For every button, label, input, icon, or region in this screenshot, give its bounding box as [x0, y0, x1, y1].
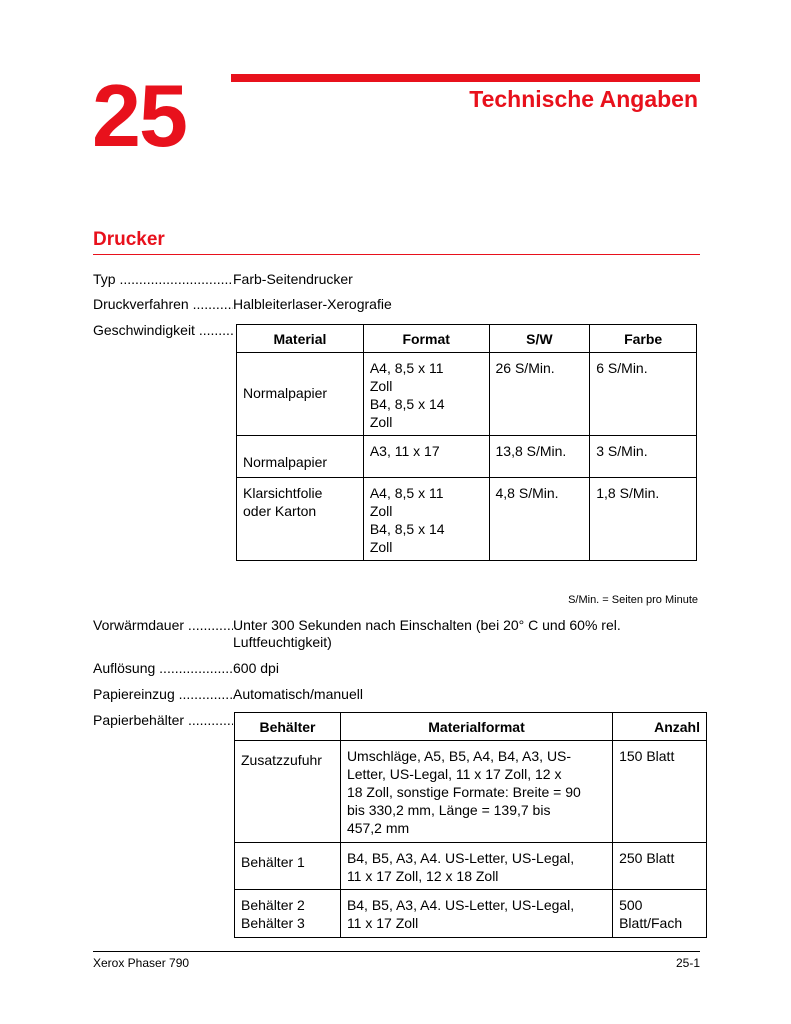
- spec-value-typ: Farb-Seitendrucker: [233, 271, 353, 287]
- spec-value-papiereinzug: Automatisch/manuell: [233, 686, 363, 702]
- chapter-title: Technische Angaben: [469, 86, 698, 112]
- cell-materialformat: [340, 890, 612, 938]
- spec-label-papierbehaelter: Papierbehälter .....: [93, 712, 233, 728]
- header-material: Material: [237, 325, 364, 353]
- behaelter-line: Behälter 3: [241, 915, 305, 931]
- cell-sw: 4,8 S/Min.: [489, 478, 590, 561]
- format-line: Zoll: [369, 539, 393, 555]
- header-farbe: Farbe: [590, 325, 697, 353]
- format-line: B4, 8,5 x 14: [369, 521, 445, 537]
- tray-table: [234, 712, 707, 938]
- footer-page-number: 25-1: [675, 956, 700, 970]
- cell-farbe: 1,8 S/Min.: [590, 478, 697, 561]
- header-anzahl: Anzahl: [613, 713, 707, 741]
- format-line: B4, 8,5 x 14: [369, 396, 445, 412]
- format-line: Zoll: [369, 503, 393, 519]
- chapter-bar: [231, 74, 700, 82]
- header-materialformat: Materialformat: [340, 713, 612, 741]
- footnote: S/Min. = Seiten pro Minute: [568, 594, 698, 606]
- spec-value-aufloesung: 600 dpi: [233, 660, 279, 676]
- spec-value-vorwaermdauer: Unter 300 Sekunden nach Einschalten (bei 20° C und 60% rel. Luftfeuchtigkeit): [233, 617, 621, 650]
- tray-table-header: [235, 713, 707, 741]
- cell-material: Normalpapier: [237, 353, 364, 436]
- cell-behaelter: Behälter 1: [235, 843, 341, 890]
- table-row: [237, 353, 697, 436]
- header-behaelter: Behälter: [235, 713, 341, 741]
- cell-farbe: 6 S/Min.: [590, 353, 697, 436]
- cell-material: [237, 478, 364, 561]
- cell-material: Normalpapier: [237, 436, 364, 478]
- format-line: 11 x 17 Zoll: [346, 915, 419, 931]
- cell-anzahl: 250 Blatt: [613, 843, 707, 890]
- cell-anzahl: [613, 890, 707, 938]
- spec-label-typ: Typ .....: [93, 271, 233, 287]
- spec-value-druckverfahren: Halbleiterlaser-Xerografie: [233, 296, 392, 312]
- material-line: Klarsichtfolie: [243, 485, 323, 501]
- cell-behaelter: Zusatzzufuhr: [235, 741, 341, 843]
- format-line: Zoll: [369, 414, 393, 430]
- speed-table: [236, 324, 697, 561]
- footer-product: Xerox Phaser 790: [93, 956, 190, 970]
- section-heading: Drucker: [93, 229, 165, 250]
- table-row: [235, 890, 707, 938]
- format-line: bis 330,2 mm, Länge = 139,7 bis: [346, 802, 551, 818]
- cell-farbe: 3 S/Min.: [590, 436, 697, 478]
- cell-materialformat: [340, 741, 612, 843]
- speed-table-header: [237, 325, 697, 353]
- spec-label-papiereinzug: Papiereinzug .....: [93, 686, 233, 702]
- table-row: [235, 843, 707, 890]
- anzahl-line: 500: [619, 897, 643, 913]
- format-line: 18 Zoll, sonstige Formate: Breite = 90: [346, 784, 581, 800]
- format-line: Zoll: [369, 378, 393, 394]
- format-line: Letter, US-Legal, 11 x 17 Zoll, 12 x: [346, 766, 562, 782]
- cell-sw: 26 S/Min.: [489, 353, 590, 436]
- spec-label-druckverfahren: Druckverfahren .....: [93, 296, 233, 312]
- format-line: B4, B5, A3, A4. US-Letter, US-Legal,: [346, 897, 575, 913]
- cell-format: A3, 11 x 17: [363, 436, 489, 478]
- material-line: oder Karton: [243, 503, 317, 519]
- spec-label-geschwindigkeit: Geschwindigkeit .....: [93, 322, 233, 338]
- format-line: 457,2 mm: [346, 820, 410, 836]
- format-line: 11 x 17 Zoll, 12 x 18 Zoll: [346, 868, 499, 884]
- footer-divider: [93, 951, 700, 952]
- format-line: B4, B5, A3, A4. US-Letter, US-Legal,: [346, 850, 575, 866]
- behaelter-line: Behälter 2: [241, 897, 305, 913]
- header-sw: S/W: [489, 325, 590, 353]
- chapter-number: 25: [92, 66, 186, 165]
- spec-label-aufloesung: Auflösung .....: [93, 660, 233, 676]
- cell-sw: 13,8 S/Min.: [489, 436, 590, 478]
- format-line: A4, 8,5 x 11: [369, 485, 444, 501]
- cell-format: [363, 353, 489, 436]
- format-line: Umschläge, A5, B5, A4, B4, A3, US-: [346, 748, 572, 764]
- header-format: Format: [363, 325, 489, 353]
- cell-behaelter: [235, 890, 341, 938]
- cell-anzahl: 150 Blatt: [613, 741, 707, 843]
- cell-format: [363, 478, 489, 561]
- table-row: [237, 478, 697, 561]
- table-row: [235, 741, 707, 843]
- anzahl-line: Blatt/Fach: [619, 915, 683, 931]
- section-divider: [93, 254, 700, 255]
- table-row: [237, 436, 697, 478]
- spec-label-vorwaermdauer: Vorwärmdauer .....: [93, 617, 233, 633]
- cell-materialformat: [340, 843, 612, 890]
- format-line: A4, 8,5 x 11: [369, 360, 444, 376]
